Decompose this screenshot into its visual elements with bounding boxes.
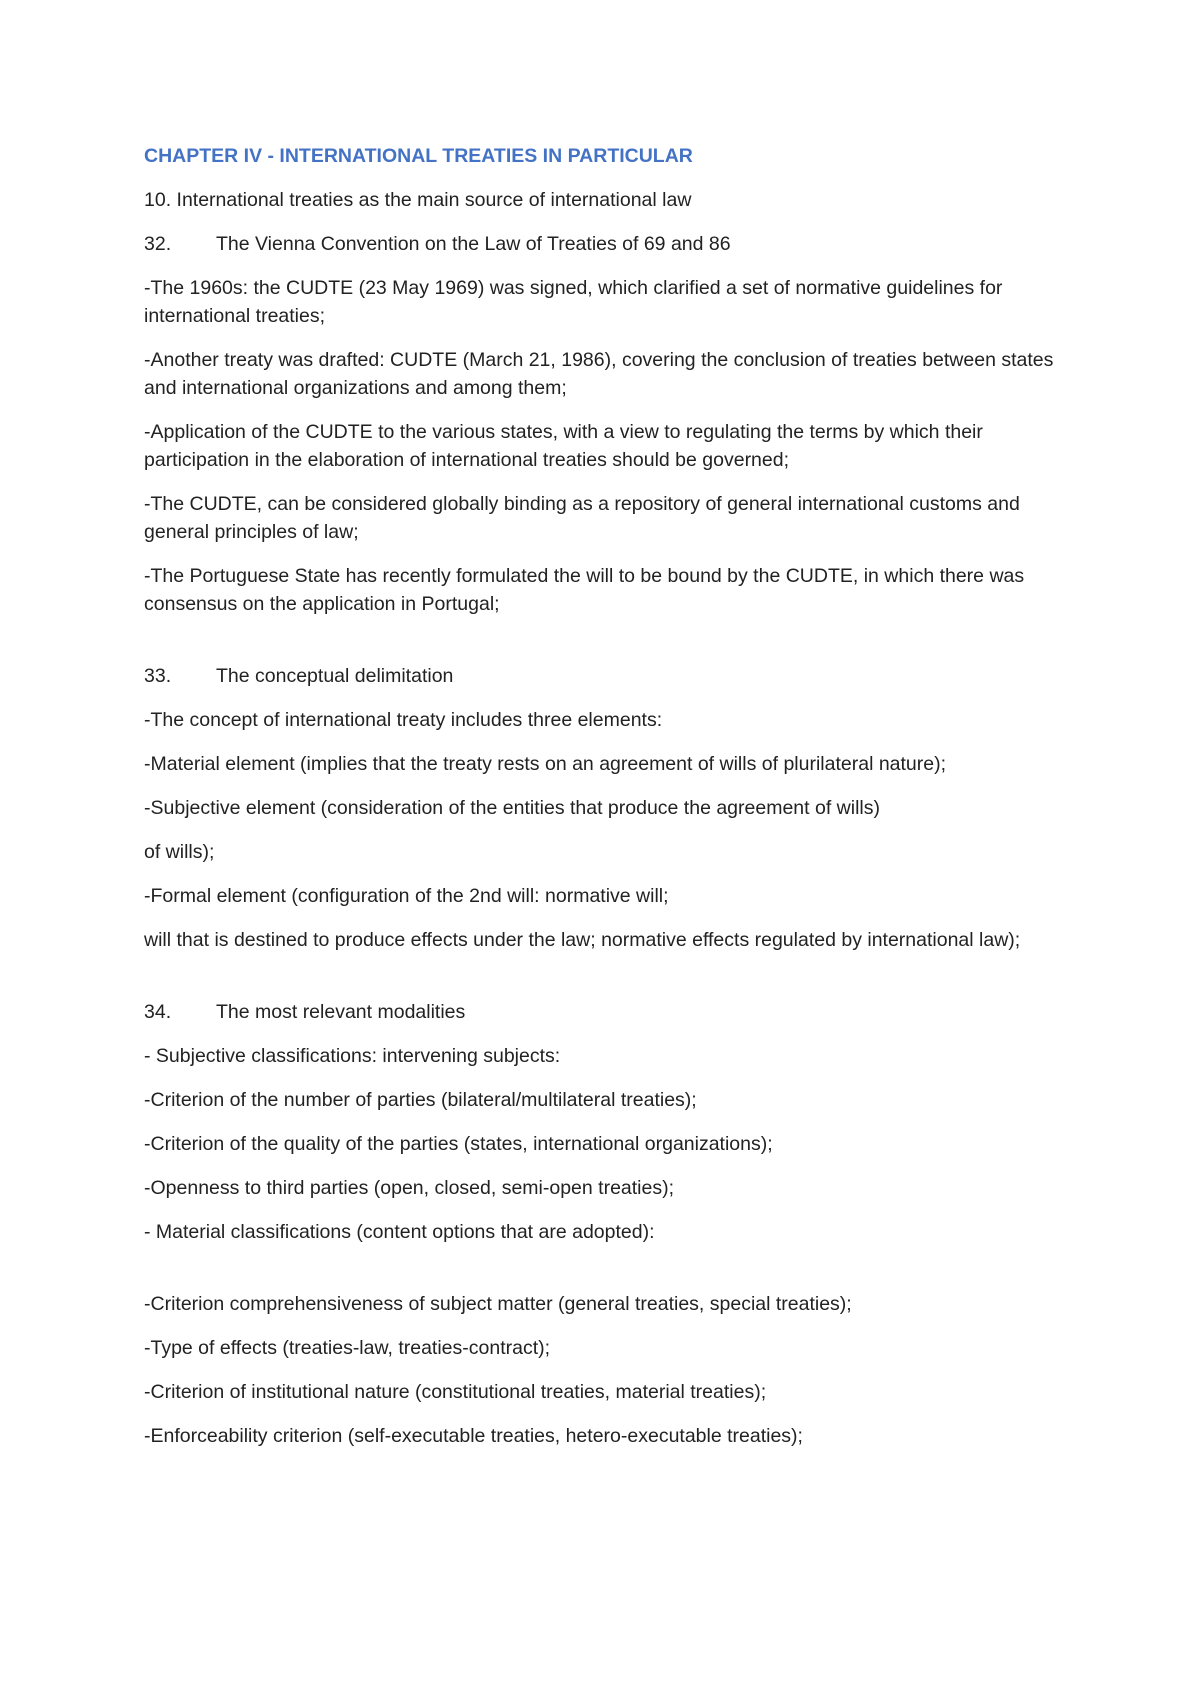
section-33-item: -Material element (implies that the treaty rests on an agreement of wills of plurilateral nature); — [144, 753, 947, 775]
section-32-item: -The CUDTE, can be considered globally binding as a repository of general international customs and general principles of law; — [144, 493, 1020, 543]
blank-line — [144, 970, 1064, 998]
section-34-item: -Criterion of institutional nature (constitutional treaties, material treaties); — [144, 1381, 767, 1403]
section-32-item: -Application of the CUDTE to the various states, with a view to regulating the terms by which their participation in the elaboration of international treaties should be governed; — [144, 421, 983, 471]
section-34-item: - Subjective classifications: intervening subjects: — [144, 1045, 561, 1067]
section-32-title: The Vienna Convention on the Law of Treaties of 69 and 86 — [216, 233, 731, 255]
section-34-number: 34. — [144, 1001, 172, 1023]
section-33-item: -Subjective element (consideration of the entities that produce the agreement of wills) — [144, 797, 880, 819]
section-32-item: -The 1960s: the CUDTE (23 May 1969) was signed, which clarified a set of normative guidelines for international treaties; — [144, 277, 1003, 327]
section-33-heading — [144, 662, 1064, 690]
section-34-item: -Criterion comprehensiveness of subject matter (general treaties, special treaties); — [144, 1293, 852, 1315]
section-32-heading — [144, 230, 1064, 258]
document-body — [144, 142, 1064, 1466]
blank-line — [144, 634, 1064, 662]
intro-line: 10. International treaties as the main source of international law — [144, 189, 692, 211]
section-34-heading — [144, 998, 1064, 1026]
section-34-item: -Enforceability criterion (self-executable treaties, hetero-executable treaties); — [144, 1425, 803, 1447]
section-33-item: -Formal element (configuration of the 2nd will: normative will; — [144, 885, 669, 907]
section-34-item: -Criterion of the quality of the parties (states, international organizations); — [144, 1133, 773, 1155]
blank-line — [144, 1262, 1064, 1290]
section-33-item: -The concept of international treaty includes three elements: — [144, 709, 663, 731]
section-34-title: The most relevant modalities — [216, 1001, 466, 1023]
section-33-number: 33. — [144, 665, 172, 687]
section-32-number: 32. — [144, 233, 172, 255]
section-33-title: The conceptual delimitation — [216, 665, 454, 687]
section-33-item: of wills); — [144, 841, 215, 863]
section-32-item: -The Portuguese State has recently formulated the will to be bound by the CUDTE, in which there was consensus on the application in Portugal; — [144, 565, 1025, 615]
section-34-item: -Openness to third parties (open, closed, semi-open treaties); — [144, 1177, 675, 1199]
chapter-title: CHAPTER IV - INTERNATIONAL TREATIES IN PARTICULAR — [144, 145, 693, 167]
section-34-item: -Type of effects (treaties-law, treaties-contract); — [144, 1337, 551, 1359]
section-34-item: - Material classifications (content options that are adopted): — [144, 1221, 655, 1243]
section-34-item: -Criterion of the number of parties (bilateral/multilateral treaties); — [144, 1089, 697, 1111]
section-32-item: -Another treaty was drafted: CUDTE (March 21, 1986), covering the conclusion of treaties between states and international organizations and among them; — [144, 349, 1054, 399]
section-33-item: will that is destined to produce effects under the law; normative effects regulated by international law); — [144, 929, 1021, 951]
